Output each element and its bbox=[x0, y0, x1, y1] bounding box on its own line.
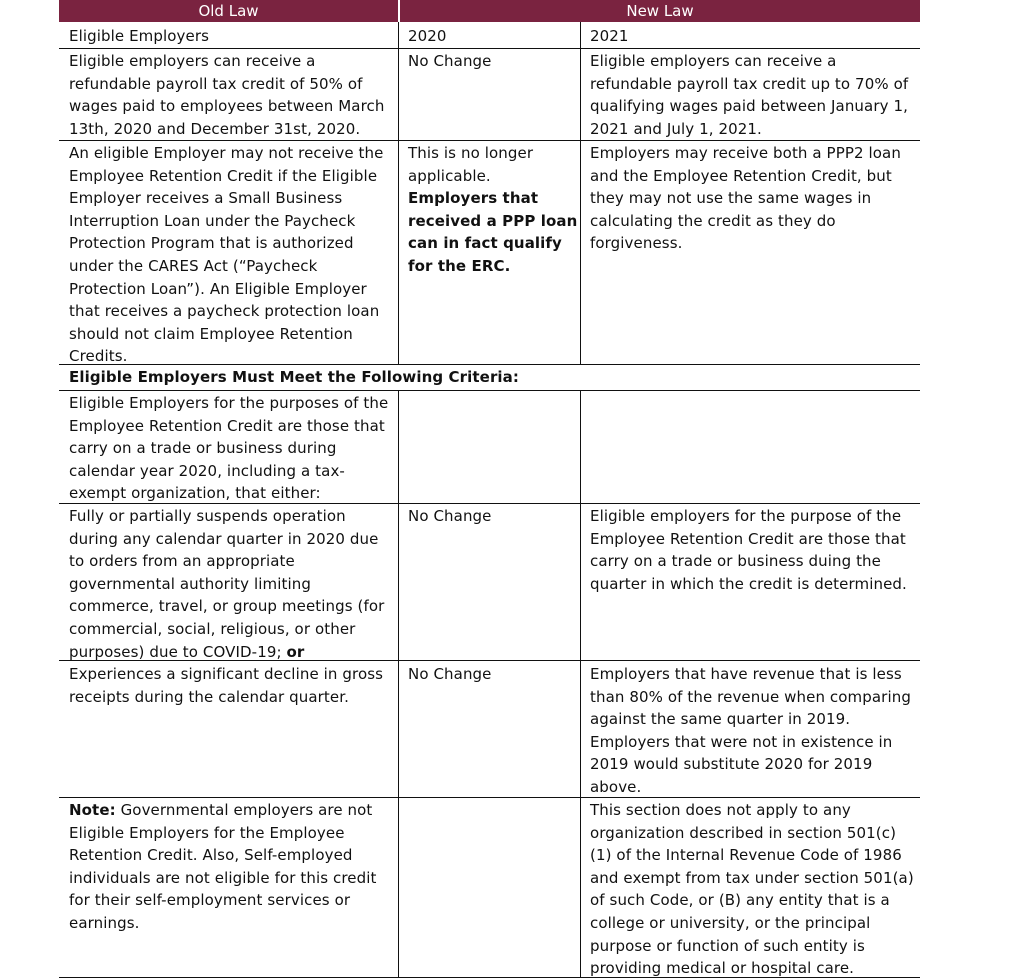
row-divider bbox=[59, 390, 920, 391]
column-divider bbox=[398, 22, 399, 364]
row-5-2020: No Change bbox=[408, 507, 492, 525]
row-2-2020-plain: This is no longer applicable. bbox=[408, 144, 534, 185]
row-5-old-law-text: Fully or partially suspends operation during any calendar quarter in 2020 due to orders from an appropriate governmental authority limiting commerce, travel, or group meetings (for commercial, social, religious, or other purposes) due to COVID-19; bbox=[69, 507, 385, 661]
row-7-old-law bbox=[69, 799, 395, 935]
row-5-2021: Eligible employers for the purpose of the Employee Retention Credit are those that carry on a trade or business duing the quarter in which the credit is determined. bbox=[590, 507, 907, 593]
new-law-header: New Law bbox=[400, 0, 920, 22]
row-5-or: or bbox=[286, 642, 305, 661]
row-6-2020: No Change bbox=[408, 665, 492, 683]
row-2-old-law: An eligible Employer may not receive the Employee Retention Credit if the Eligible Employer receives a Small Business Interruption Loan under the Paycheck Protection Program that is authorized under the CARES Act (“Paycheck Protection Loan”). An Eligible Employer that receives a paycheck protection loan should not claim Employee Retention Credits. bbox=[69, 144, 384, 366]
note-text: Governmental employers are not Eligible Employers for the Employee Retention Credit. Also, Self-employed individuals are not eligible for this credit for their self-employment services or earnings. bbox=[69, 801, 377, 932]
row-2-2021: Employers may receive both a PPP2 loan and the Employee Retention Credit, but they may not use the same wages in calculating the credit as they do forgiveness. bbox=[590, 144, 901, 253]
row-7-2021: This section does not apply to any organization described in section 501(c)(1) of the Internal Revenue Code of 1986 and exempt from tax under section 501(a) of such Code, or (B) any entity that is a college or university, or the principal purpose or function of such entity is providing medical or hospital care. bbox=[590, 801, 914, 978]
row-4-old-law: Eligible Employers for the purposes of the Employee Retention Credit are those that carry on a trade or business during calendar year 2020, including a tax-exempt organization, that either: bbox=[69, 394, 389, 503]
row-5-old-law bbox=[69, 505, 395, 663]
column-divider bbox=[398, 390, 399, 977]
row-divider bbox=[59, 48, 920, 49]
criteria-section-heading: Eligible Employers Must Meet the Following Criteria: bbox=[69, 368, 519, 386]
row-6-2021: Employers that have revenue that is less than 80% of the revenue when comparing against the same quarter in 2019. Employers that were not in existence in 2019 would substitute 2020 for 2019 above. bbox=[590, 665, 911, 796]
row-2-2020-bold: Employers that received a PPP loan can in fact qualify for the ERC. bbox=[408, 189, 578, 275]
row-1-2021: Eligible employers can receive a refundable payroll tax credit up to 70% of qualifying wages paid between January 1, 2021 and July 1, 2021. bbox=[590, 52, 909, 138]
row-6-old-law: Experiences a significant decline in gross receipts during the calendar quarter. bbox=[69, 665, 384, 706]
row-0-old-law: Eligible Employers bbox=[69, 27, 210, 45]
row-1-old-law: Eligible employers can receive a refundable payroll tax credit of 50% of wages paid to employees between March 13th, 2020 and December 31st, 2020. bbox=[69, 52, 385, 138]
row-0-2020: 2020 bbox=[408, 27, 447, 45]
row-0-2021: 2021 bbox=[590, 27, 629, 45]
note-label: Note: bbox=[69, 801, 116, 819]
row-1-2020: No Change bbox=[408, 52, 492, 70]
old-law-header: Old Law bbox=[59, 0, 398, 22]
row-2-2020 bbox=[408, 142, 584, 278]
